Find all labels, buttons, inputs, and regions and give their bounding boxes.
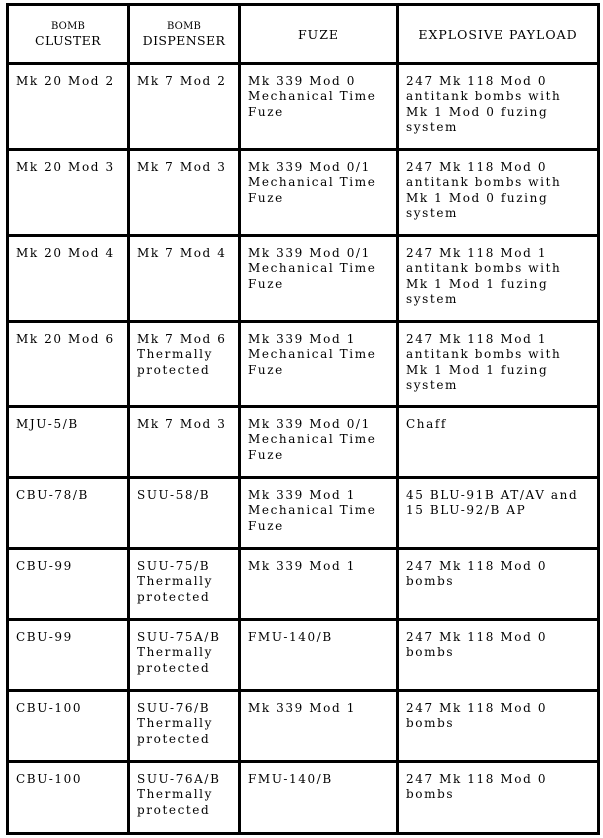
cell-explosive-payload-line: 15 BLU-92/B AP <box>406 503 527 518</box>
table-row <box>8 620 599 691</box>
cell-explosive-payload-line: system <box>406 377 458 392</box>
cell-explosive-payload-line: bombs <box>406 787 455 802</box>
cell-fuze-line: Mk 339 Mod 0/1 <box>248 160 371 174</box>
cell-bomb-dispenser <box>129 322 240 407</box>
cell-bomb-cluster: Mk 20 Mod 2 <box>8 64 129 150</box>
cell-explosive-payload-line: 247 Mk 118 Mod 1 <box>406 332 548 346</box>
cell-explosive-payload-line: Mk 1 Mod 0 fuzing <box>406 190 549 205</box>
cell-explosive-payload-line: antitank bombs with <box>406 347 562 362</box>
cell-explosive-payload-line: Mk 1 Mod 1 fuzing <box>406 276 549 291</box>
cell-explosive-payload-line: 247 Mk 118 Mod 0 <box>406 630 548 644</box>
bomb-cluster-table <box>6 3 600 835</box>
table-row <box>8 762 599 834</box>
cell-bomb-dispenser <box>129 407 240 478</box>
cell-bomb-dispenser <box>129 762 240 834</box>
cell-fuze-line: Mechanical Time <box>248 175 377 190</box>
cell-fuze-line: Mk 339 Mod 1 <box>248 332 356 346</box>
cell-bomb-dispenser-line: SUU-75A/B <box>137 630 221 644</box>
cell-bomb-dispenser-line: SUU-58/B <box>137 488 211 502</box>
cell-bomb-dispenser-line: Thermally <box>137 347 213 362</box>
cell-fuze <box>240 150 398 236</box>
cell-bomb-dispenser <box>129 150 240 236</box>
cell-fuze <box>240 478 398 549</box>
cell-explosive-payload-line: bombs <box>406 716 455 731</box>
cell-bomb-dispenser-line: SUU-76/B <box>137 701 211 715</box>
cell-explosive-payload-line: 247 Mk 118 Mod 0 <box>406 701 548 715</box>
cell-explosive-payload-line: 247 Mk 118 Mod 0 <box>406 160 548 174</box>
header-bomb-dispenser <box>129 5 240 64</box>
cell-fuze-line: Fuze <box>248 447 284 462</box>
cell-fuze-line: Fuze <box>248 518 284 533</box>
cell-explosive-payload-line: 45 BLU-91B AT/AV and <box>406 488 579 502</box>
cell-fuze <box>240 64 398 150</box>
cell-explosive-payload <box>398 407 599 478</box>
cell-bomb-dispenser <box>129 549 240 620</box>
cell-fuze-line: Mk 339 Mod 0/1 <box>248 417 371 431</box>
cell-bomb-dispenser-line: Mk 7 Mod 6 <box>137 332 227 346</box>
cell-fuze-line: Fuze <box>248 362 284 377</box>
cell-bomb-dispenser <box>129 691 240 762</box>
cell-bomb-dispenser-line: Thermally <box>137 645 213 660</box>
cell-explosive-payload-line: system <box>406 205 458 220</box>
cell-bomb-dispenser-line: Thermally <box>137 716 213 731</box>
cell-explosive-payload-line: 247 Mk 118 Mod 1 <box>406 246 548 260</box>
cell-explosive-payload <box>398 150 599 236</box>
cell-explosive-payload-line: antitank bombs with <box>406 89 562 104</box>
header-cluster-line-2: CLUSTER <box>35 33 101 48</box>
cell-fuze-line: Mk 339 Mod 0/1 <box>248 246 371 260</box>
header-fuze: FUZE <box>240 5 398 64</box>
cell-explosive-payload-line: antitank bombs with <box>406 261 562 276</box>
cell-bomb-dispenser-line: protected <box>137 362 211 377</box>
header-cluster-line-1: BOMB <box>50 21 86 32</box>
cell-explosive-payload <box>398 691 599 762</box>
cell-explosive-payload-line: system <box>406 291 458 306</box>
cell-bomb-cluster: Mk 20 Mod 4 <box>8 236 129 322</box>
table-row <box>8 407 599 478</box>
cell-bomb-dispenser-line: Thermally <box>137 787 213 802</box>
table-row <box>8 478 599 549</box>
cell-explosive-payload-line: Mk 1 Mod 1 fuzing <box>406 362 549 377</box>
cell-explosive-payload-line: antitank bombs with <box>406 175 562 190</box>
cell-fuze <box>240 236 398 322</box>
cell-bomb-cluster: CBU-78/B <box>8 478 129 549</box>
cell-explosive-payload-line: system <box>406 119 458 134</box>
cell-bomb-dispenser-line: SUU-75/B <box>137 559 211 573</box>
cell-fuze-line: Mechanical Time <box>248 347 377 362</box>
cell-fuze <box>240 549 398 620</box>
header-dispenser-line-1: BOMB <box>166 21 202 32</box>
table-row <box>8 236 599 322</box>
cell-explosive-payload <box>398 549 599 620</box>
cell-bomb-cluster: CBU-100 <box>8 691 129 762</box>
table-row <box>8 150 599 236</box>
cell-bomb-dispenser <box>129 478 240 549</box>
cell-bomb-dispenser-line: Mk 7 Mod 2 <box>137 74 227 88</box>
cell-fuze <box>240 691 398 762</box>
cell-bomb-dispenser <box>129 620 240 691</box>
cell-bomb-dispenser <box>129 236 240 322</box>
cell-fuze-line: Fuze <box>248 190 284 205</box>
cell-fuze-line: Fuze <box>248 276 284 291</box>
cell-explosive-payload-line: bombs <box>406 574 455 589</box>
cell-explosive-payload-line: 247 Mk 118 Mod 0 <box>406 772 548 786</box>
cell-bomb-dispenser <box>129 64 240 150</box>
cell-bomb-dispenser-line: Mk 7 Mod 3 <box>137 160 227 174</box>
cell-fuze <box>240 407 398 478</box>
table-row <box>8 64 599 150</box>
header-dispenser-line-2: DISPENSER <box>142 33 226 48</box>
cell-fuze-line: Mk 339 Mod 1 <box>248 701 356 715</box>
cell-explosive-payload-line: Chaff <box>406 417 447 431</box>
cell-explosive-payload-line: bombs <box>406 645 455 660</box>
cell-fuze-line: Mechanical Time <box>248 503 377 518</box>
header-explosive-payload: EXPLOSIVE PAYLOAD <box>398 5 599 64</box>
table-row <box>8 691 599 762</box>
cell-bomb-dispenser-line: protected <box>137 589 211 604</box>
cell-bomb-dispenser-line: Mk 7 Mod 4 <box>137 246 227 260</box>
header-row <box>8 5 599 64</box>
cell-explosive-payload-line: 247 Mk 118 Mod 0 <box>406 559 548 573</box>
cell-bomb-cluster: CBU-100 <box>8 762 129 834</box>
cell-explosive-payload <box>398 322 599 407</box>
cell-fuze-line: Mechanical Time <box>248 432 377 447</box>
cell-bomb-cluster: Mk 20 Mod 3 <box>8 150 129 236</box>
cell-bomb-dispenser-line: SUU-76A/B <box>137 772 221 786</box>
cell-explosive-payload <box>398 762 599 834</box>
cell-fuze-line: Fuze <box>248 104 284 119</box>
cell-explosive-payload <box>398 64 599 150</box>
cell-fuze <box>240 322 398 407</box>
table-row <box>8 322 599 407</box>
cell-explosive-payload <box>398 236 599 322</box>
cell-fuze-line: Mk 339 Mod 1 <box>248 488 356 502</box>
cell-bomb-cluster: CBU-99 <box>8 620 129 691</box>
cell-fuze-line: Mk 339 Mod 0 <box>248 74 356 88</box>
cell-fuze-line: Mechanical Time <box>248 89 377 104</box>
cell-bomb-dispenser-line: Mk 7 Mod 3 <box>137 417 227 431</box>
cell-fuze <box>240 762 398 834</box>
cell-explosive-payload <box>398 478 599 549</box>
cell-bomb-dispenser-line: protected <box>137 660 211 675</box>
cell-fuze <box>240 620 398 691</box>
cell-explosive-payload-line: 247 Mk 118 Mod 0 <box>406 74 548 88</box>
cell-fuze-line: Mk 339 Mod 1 <box>248 559 356 573</box>
cell-bomb-dispenser-line: protected <box>137 731 211 746</box>
cell-explosive-payload <box>398 620 599 691</box>
table-row <box>8 549 599 620</box>
cell-bomb-dispenser-line: protected <box>137 802 211 817</box>
cell-explosive-payload-line: Mk 1 Mod 0 fuzing <box>406 104 549 119</box>
cell-bomb-cluster: CBU-99 <box>8 549 129 620</box>
cell-bomb-cluster: MJU-5/B <box>8 407 129 478</box>
cell-fuze-line: FMU-140/B <box>248 772 333 786</box>
cell-fuze-line: FMU-140/B <box>248 630 333 644</box>
cell-bomb-dispenser-line: Thermally <box>137 574 213 589</box>
cell-bomb-cluster: Mk 20 Mod 6 <box>8 322 129 407</box>
header-bomb-cluster <box>8 5 129 64</box>
cell-fuze-line: Mechanical Time <box>248 261 377 276</box>
